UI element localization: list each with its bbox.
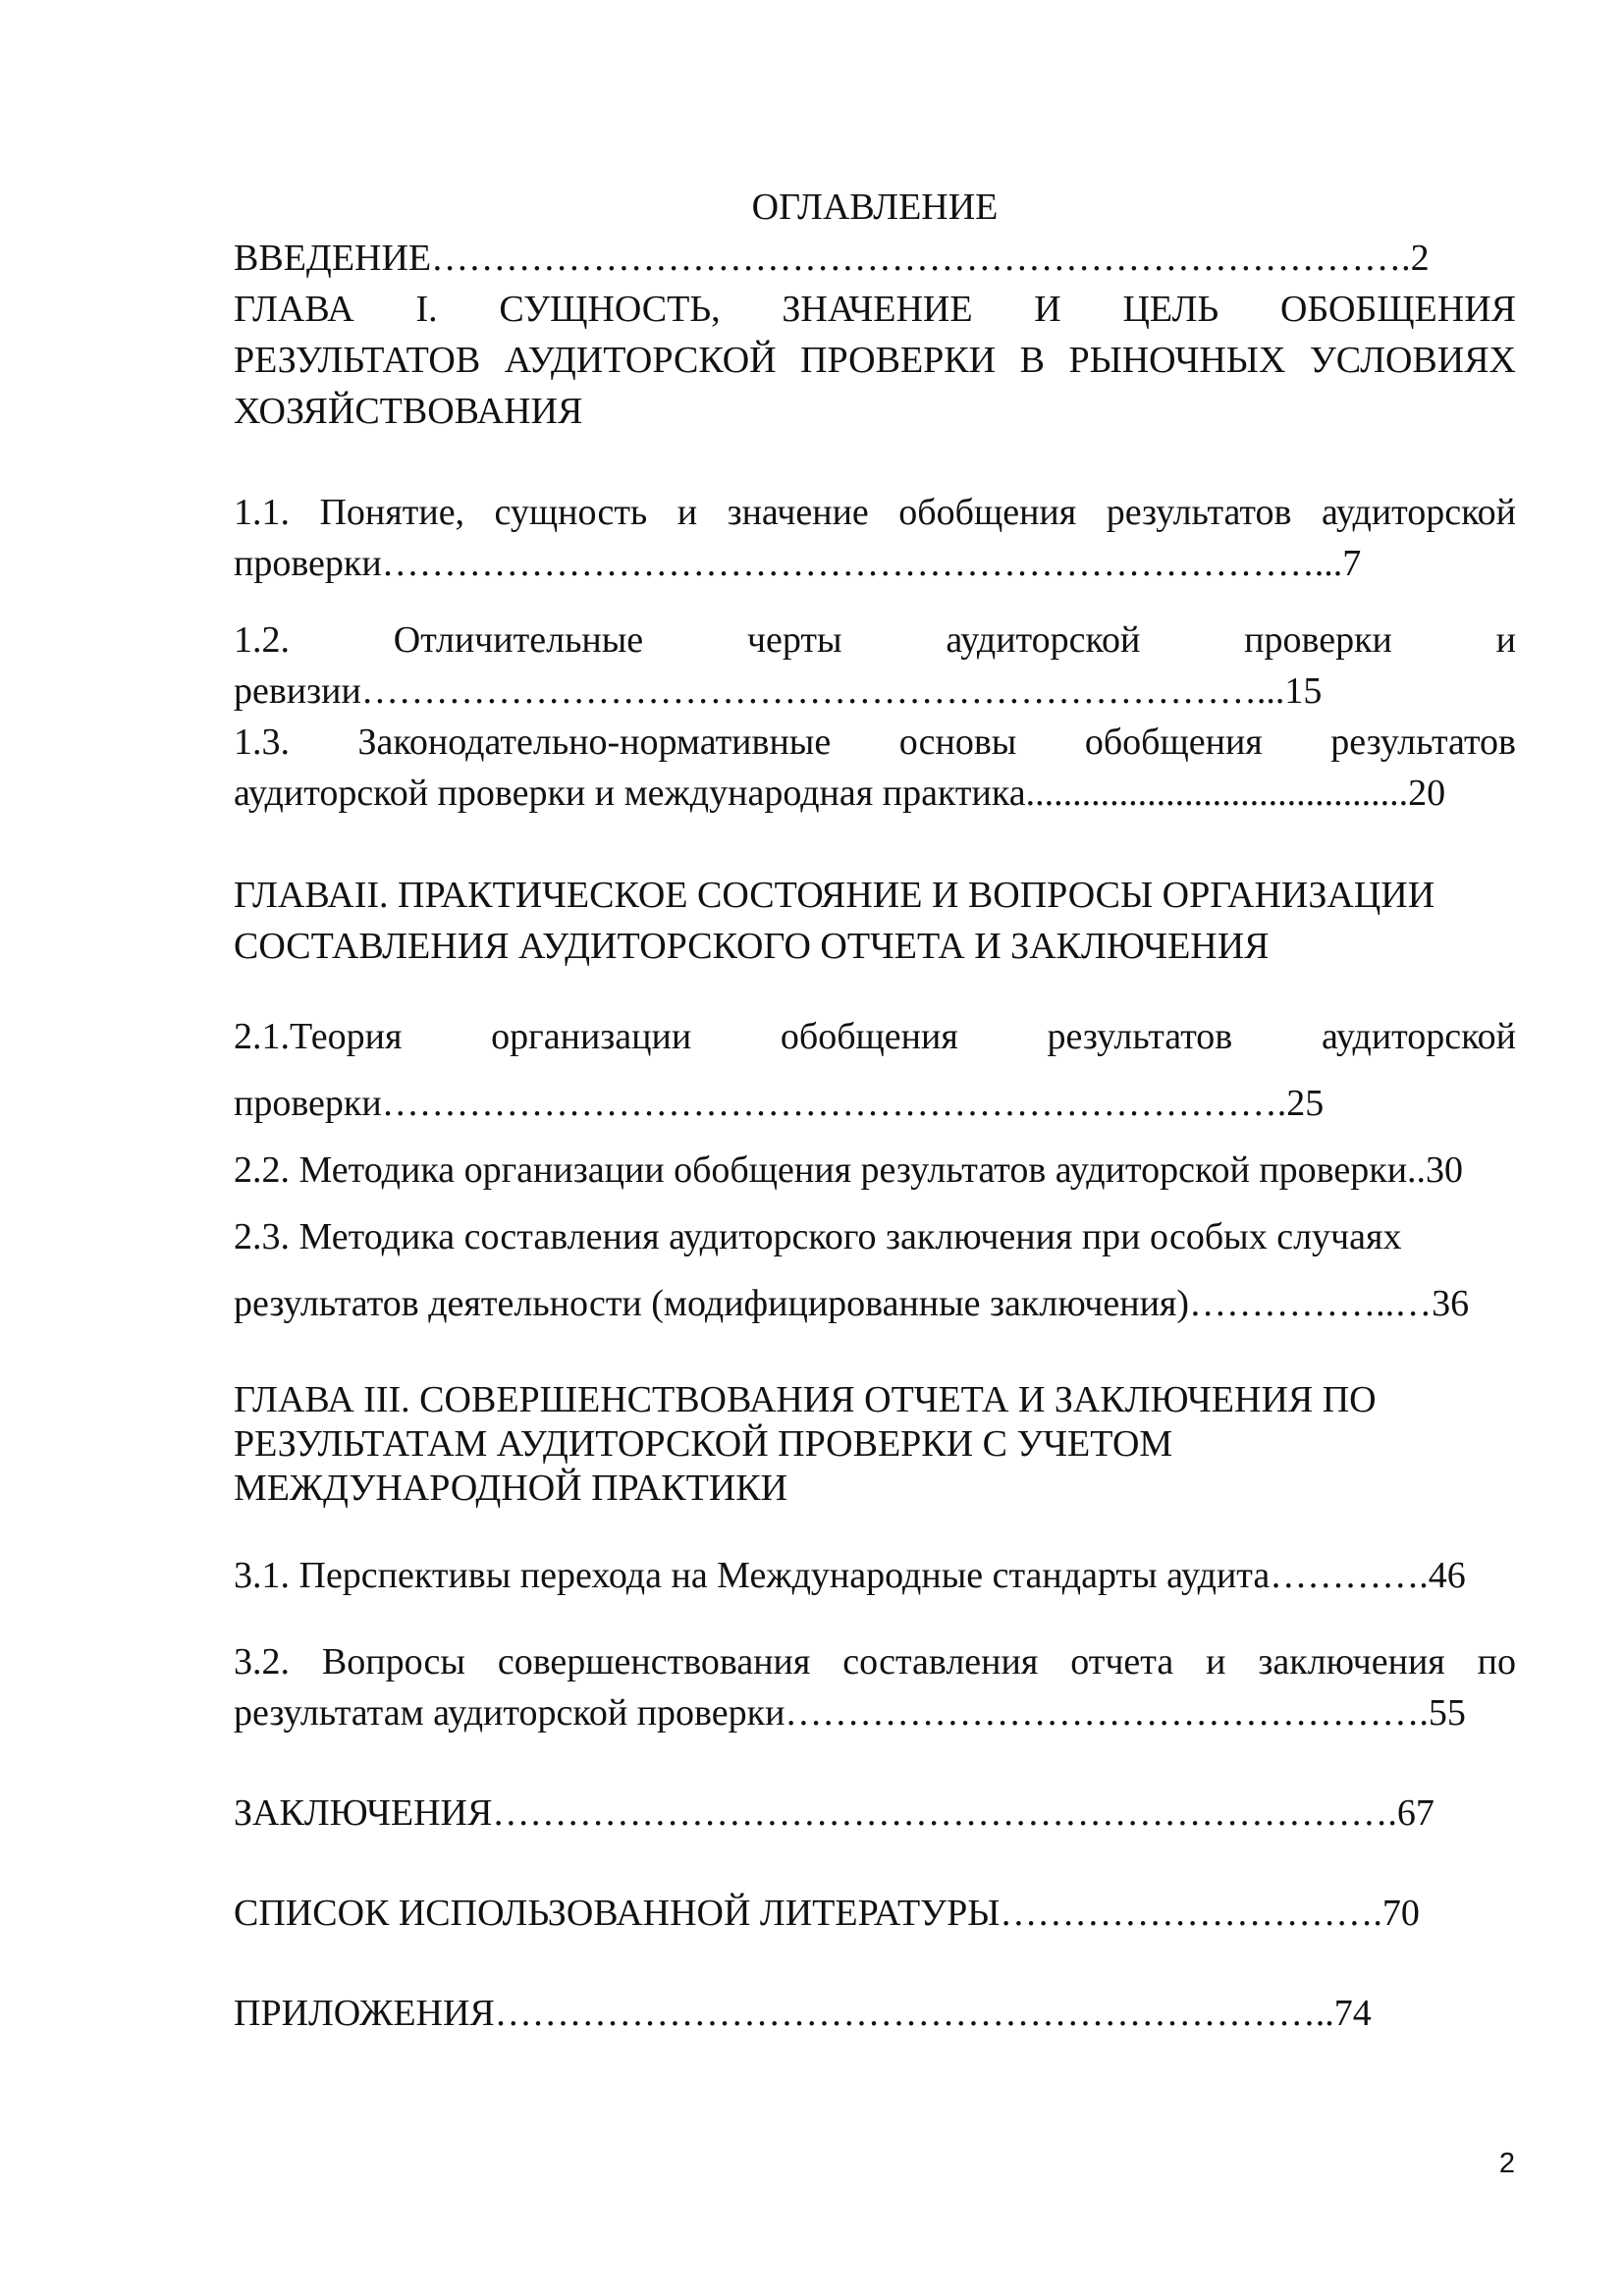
entry-1-2-line-2: ревизии………………………………………………………………...15: [234, 670, 1323, 712]
page-number: 2: [1498, 2148, 1515, 2179]
entry-2-3-line-1: 2.3. Методика составления аудиторского заключения при особых случаях: [234, 1216, 1402, 1257]
entry-3-2-line-1: 3.2. Вопросы совершенствования составления отчета и заключения по: [234, 1641, 1516, 1682]
chapter-2-line-2: СОСТАВЛЕНИЯ АУДИТОРСКОГО ОТЧЕТА И ЗАКЛЮЧЕНИЯ: [234, 926, 1270, 967]
entry-1-3-line-2: аудиторской проверки и международная практика.........................................20: [234, 773, 1446, 814]
toc-entry-2-2: 2.2. Методика организации обобщения результатов аудиторской проверки..30: [234, 1149, 1464, 1191]
chapter-1-line-3: ХОЗЯЙСТВОВАНИЯ: [234, 391, 583, 432]
toc-chapter-3: [234, 1378, 1516, 1511]
entry-1-1-line-2: проверки…………………………………………………………………...7: [234, 543, 1362, 584]
toc-entry-appendices: ПРИЛОЖЕНИЯ…………………………………………………………..74: [234, 1993, 1372, 2034]
toc-entry-3-2: [234, 1636, 1516, 1738]
entry-1-1-line-1: 1.1. Понятие, сущность и значение обобщения результатов аудиторской: [234, 492, 1516, 533]
entry-1-2-line-1: 1.2. Отличительные черты аудиторской проверки и: [234, 619, 1516, 661]
toc-entry-2-1: [234, 1003, 1516, 1137]
chapter-3-line-2: РЕЗУЛЬТАТАМ АУДИТОРСКОЙ ПРОВЕРКИ С УЧЕТОМ: [234, 1423, 1173, 1465]
chapter-2-line-1: ГЛАВАII. ПРАКТИЧЕСКОЕ СОСТОЯНИЕ И ВОПРОСЫ ОРГАНИЗАЦИИ: [234, 875, 1435, 916]
toc-entry-2-3: [234, 1203, 1516, 1337]
chapter-3-line-1: ГЛАВА III. СОВЕРШЕНСТВОВАНИЯ ОТЧЕТА И ЗАКЛЮЧЕНИЯ ПО: [234, 1379, 1377, 1420]
entry-3-2-line-2: результатам аудиторской проверки…………………………………………….55: [234, 1692, 1466, 1734]
toc-entry-references: СПИСОК ИСПОЛЬЗОВАННОЙ ЛИТЕРАТУРЫ………………………….70: [234, 1893, 1420, 1934]
toc-entry-1-3: [234, 717, 1516, 819]
toc-chapter-2: [234, 870, 1516, 972]
entry-2-3-line-2: результатов деятельности (модифицированные заключения)……………..…36: [234, 1283, 1470, 1324]
toc-entry-conclusions: ЗАКЛЮЧЕНИЯ……………………………………………………………….67: [234, 1792, 1435, 1834]
toc-page: [234, 182, 1516, 2039]
entry-2-1-line-1: 2.1.Теория организации обобщения результатов аудиторской: [234, 1016, 1516, 1057]
toc-entry-1-2: [234, 614, 1516, 717]
entry-2-1-line-2: проверки……………………………………………………………….25: [234, 1083, 1325, 1124]
chapter-3-line-3: МЕЖДУНАРОДНОЙ ПРАКТИКИ: [234, 1468, 788, 1509]
chapter-1-line-2: РЕЗУЛЬТАТОВ АУДИТОРСКОЙ ПРОВЕРКИ В РЫНОЧНЫХ УСЛОВИЯХ: [234, 340, 1516, 381]
toc-entry-intro: ВВЕДЕНИЕ…………………………………………………………………….2: [234, 238, 1430, 279]
entry-1-3-line-1: 1.3. Законодательно-нормативные основы обобщения результатов: [234, 721, 1516, 763]
toc-title: ОГЛАВЛЕНИЕ: [751, 187, 999, 228]
chapter-1-line-1: ГЛАВА I. СУЩНОСТЬ, ЗНАЧЕНИЕ И ЦЕЛЬ ОБОБЩЕНИЯ: [234, 289, 1516, 330]
toc-entry-1-1: [234, 487, 1516, 589]
toc-entry-3-1: 3.1. Перспективы перехода на Международные стандарты аудита………….46: [234, 1555, 1466, 1596]
toc-chapter-1: [234, 284, 1516, 437]
